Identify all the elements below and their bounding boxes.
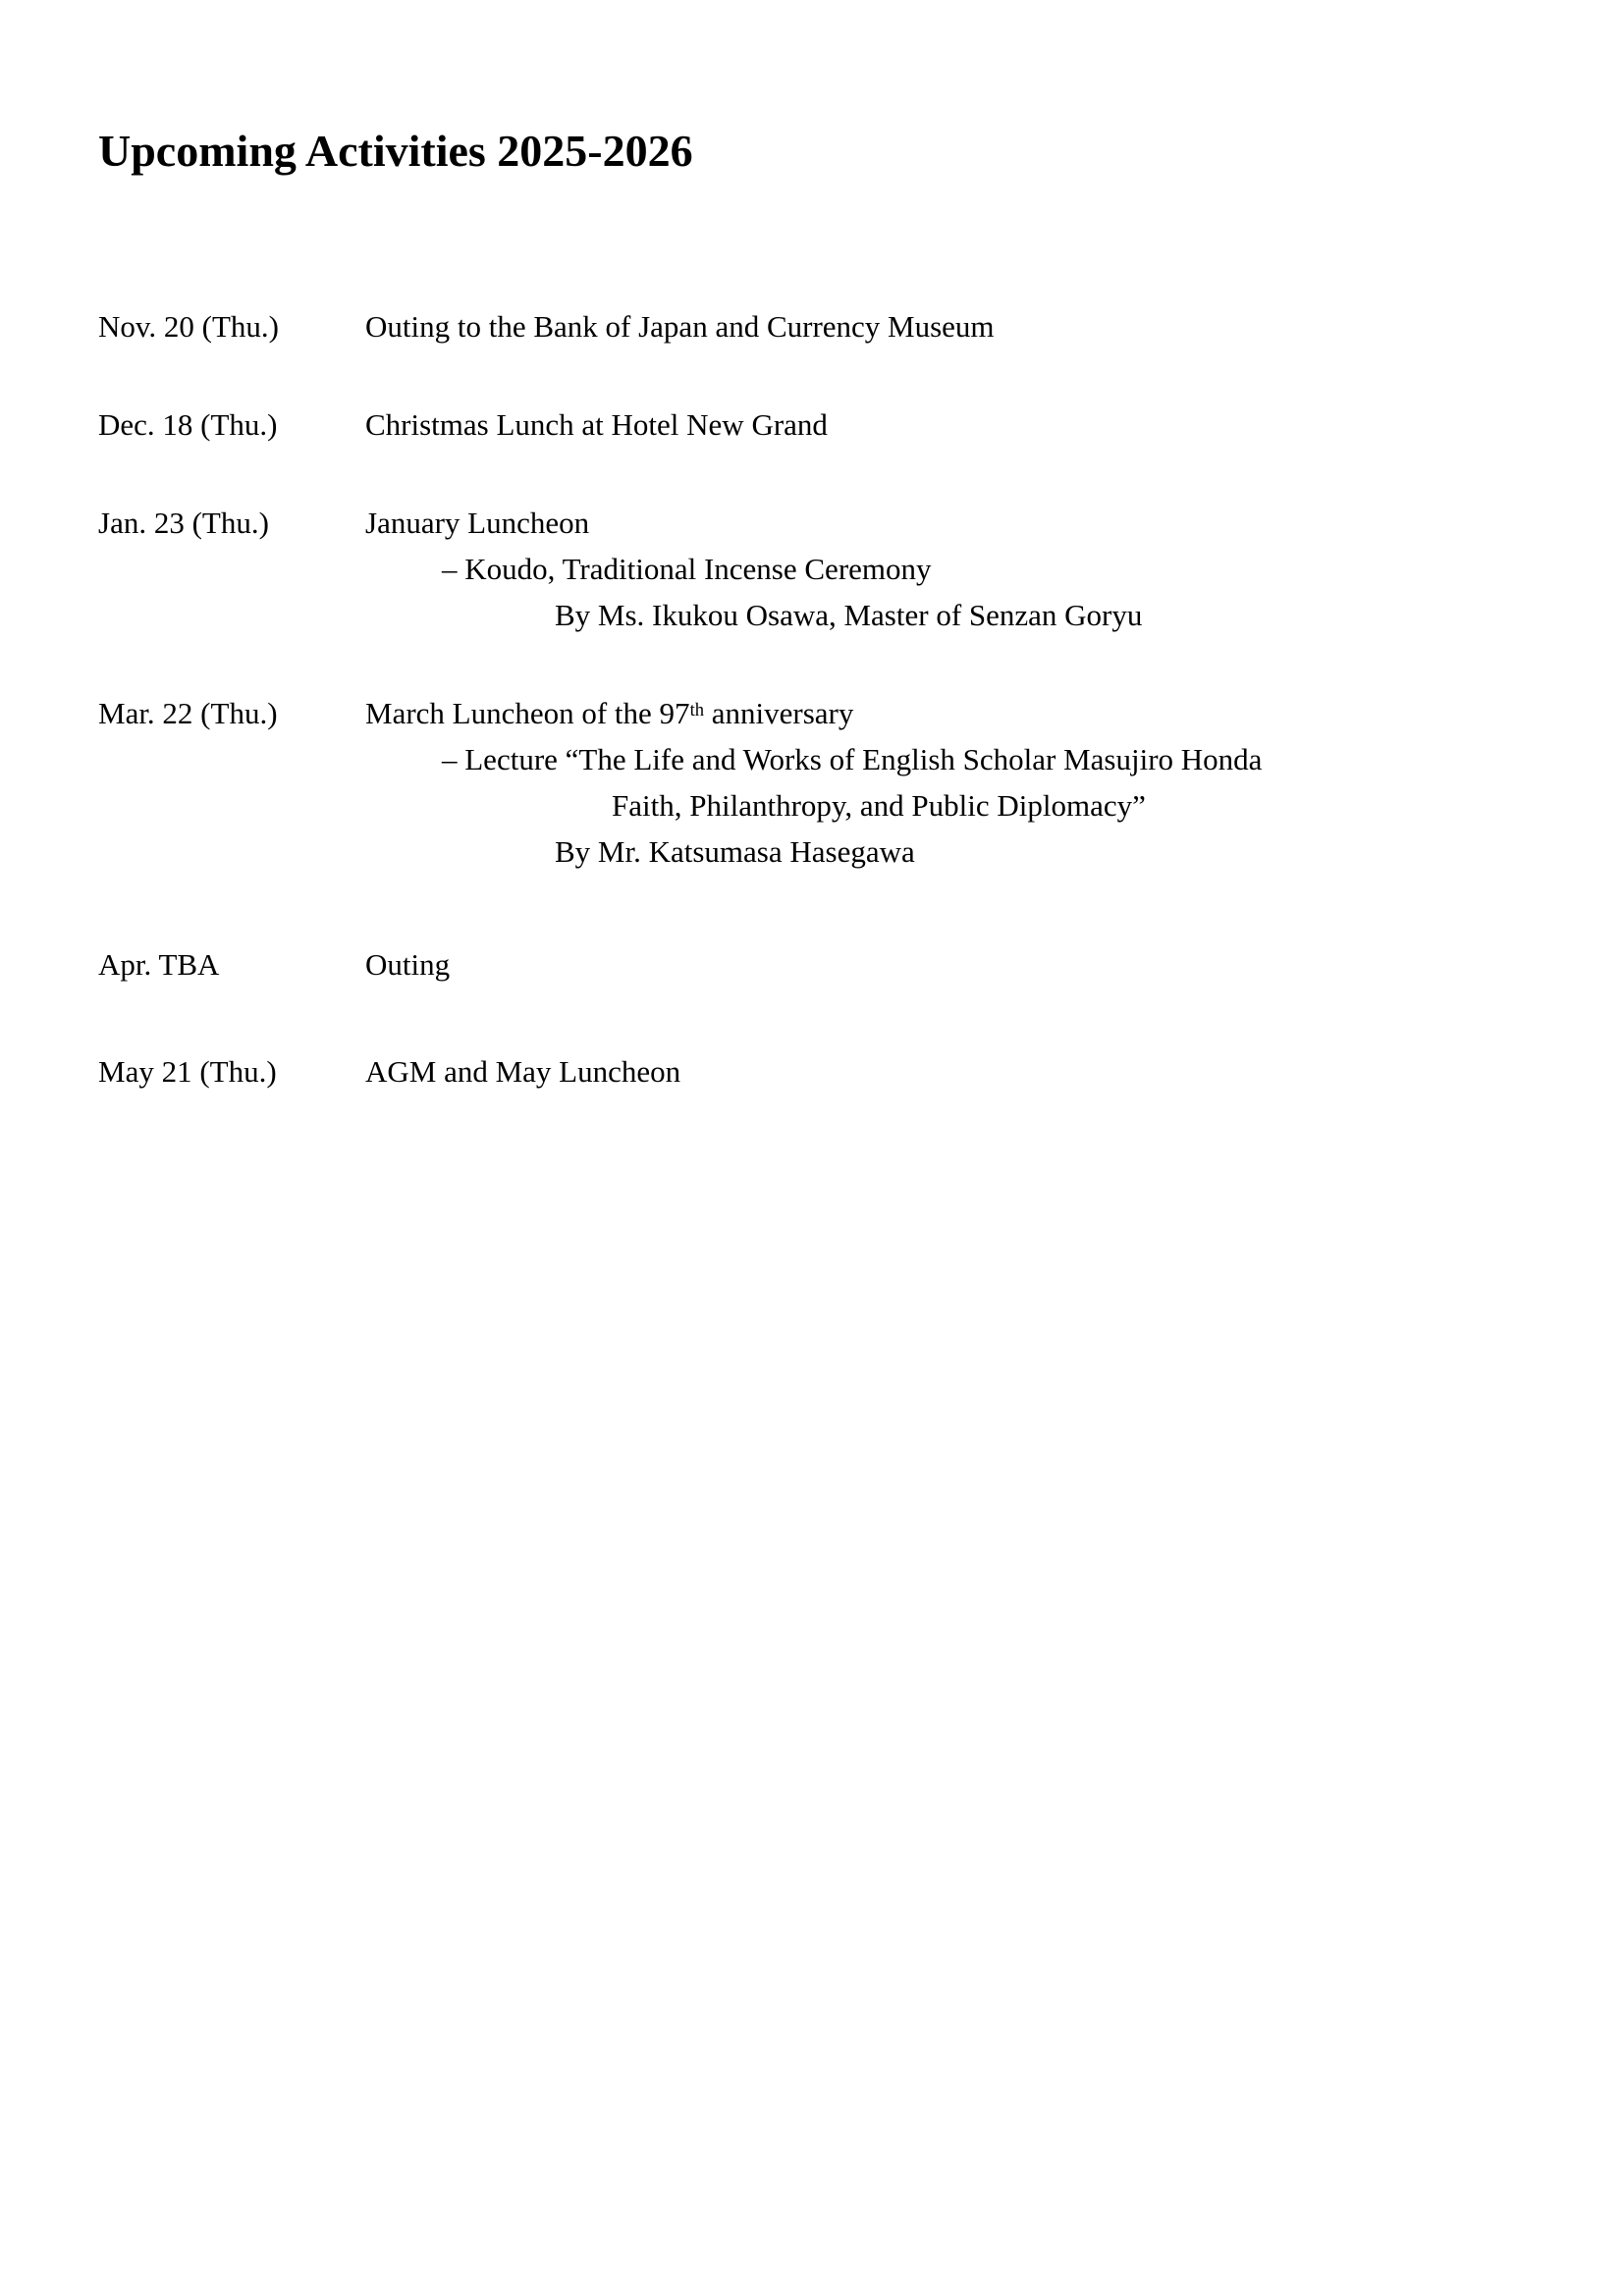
activity-entry-jan	[98, 500, 1545, 638]
entry-line: – Lecture “The Life and Works of English Scholar Masujiro Honda	[442, 742, 1263, 776]
entry-line: Faith, Philanthropy, and Public Diplomacy”	[612, 788, 1146, 823]
entry-date: May 21 (Thu.)	[98, 1054, 277, 1089]
entry-line: – Koudo, Traditional Incense Ceremony	[442, 552, 932, 586]
page-title: Upcoming Activities 2025-2026	[98, 126, 693, 176]
entry-date: Jan. 23 (Thu.)	[98, 506, 269, 540]
entry-date: Mar. 22 (Thu.)	[98, 696, 278, 730]
entry-date: Dec. 18 (Thu.)	[98, 407, 278, 442]
entry-line-text: March Luncheon of the 97	[365, 696, 690, 730]
activity-entry-nov	[98, 303, 1545, 349]
activity-entry-dec	[98, 401, 1545, 448]
entry-line-text: anniversary	[704, 696, 854, 730]
entry-line: January Luncheon	[365, 506, 590, 540]
entry-lines	[365, 690, 1545, 875]
entry-line	[365, 690, 1545, 736]
entry-line: By Ms. Ikukou Osawa, Master of Senzan Goryu	[555, 598, 1143, 632]
entry-date: Nov. 20 (Thu.)	[98, 309, 279, 344]
entry-line: Christmas Lunch at Hotel New Grand	[365, 407, 828, 442]
entry-line: AGM and May Luncheon	[365, 1054, 681, 1089]
activity-entry-mar	[98, 690, 1545, 875]
activity-entry-may	[98, 1048, 1545, 1095]
entry-line: By Mr. Katsumasa Hasegawa	[555, 834, 915, 869]
entry-lines	[365, 1048, 1545, 1095]
entry-line: Outing	[365, 947, 451, 982]
entry-lines	[365, 941, 1545, 988]
ordinal-superscript: th	[689, 699, 705, 721]
entry-lines	[365, 401, 1545, 448]
entry-date: Apr. TBA	[98, 947, 220, 982]
entry-line: Outing to the Bank of Japan and Currency Museum	[365, 309, 995, 344]
entry-lines	[365, 303, 1545, 349]
entry-lines	[365, 500, 1545, 638]
activity-entry-apr	[98, 941, 1545, 988]
